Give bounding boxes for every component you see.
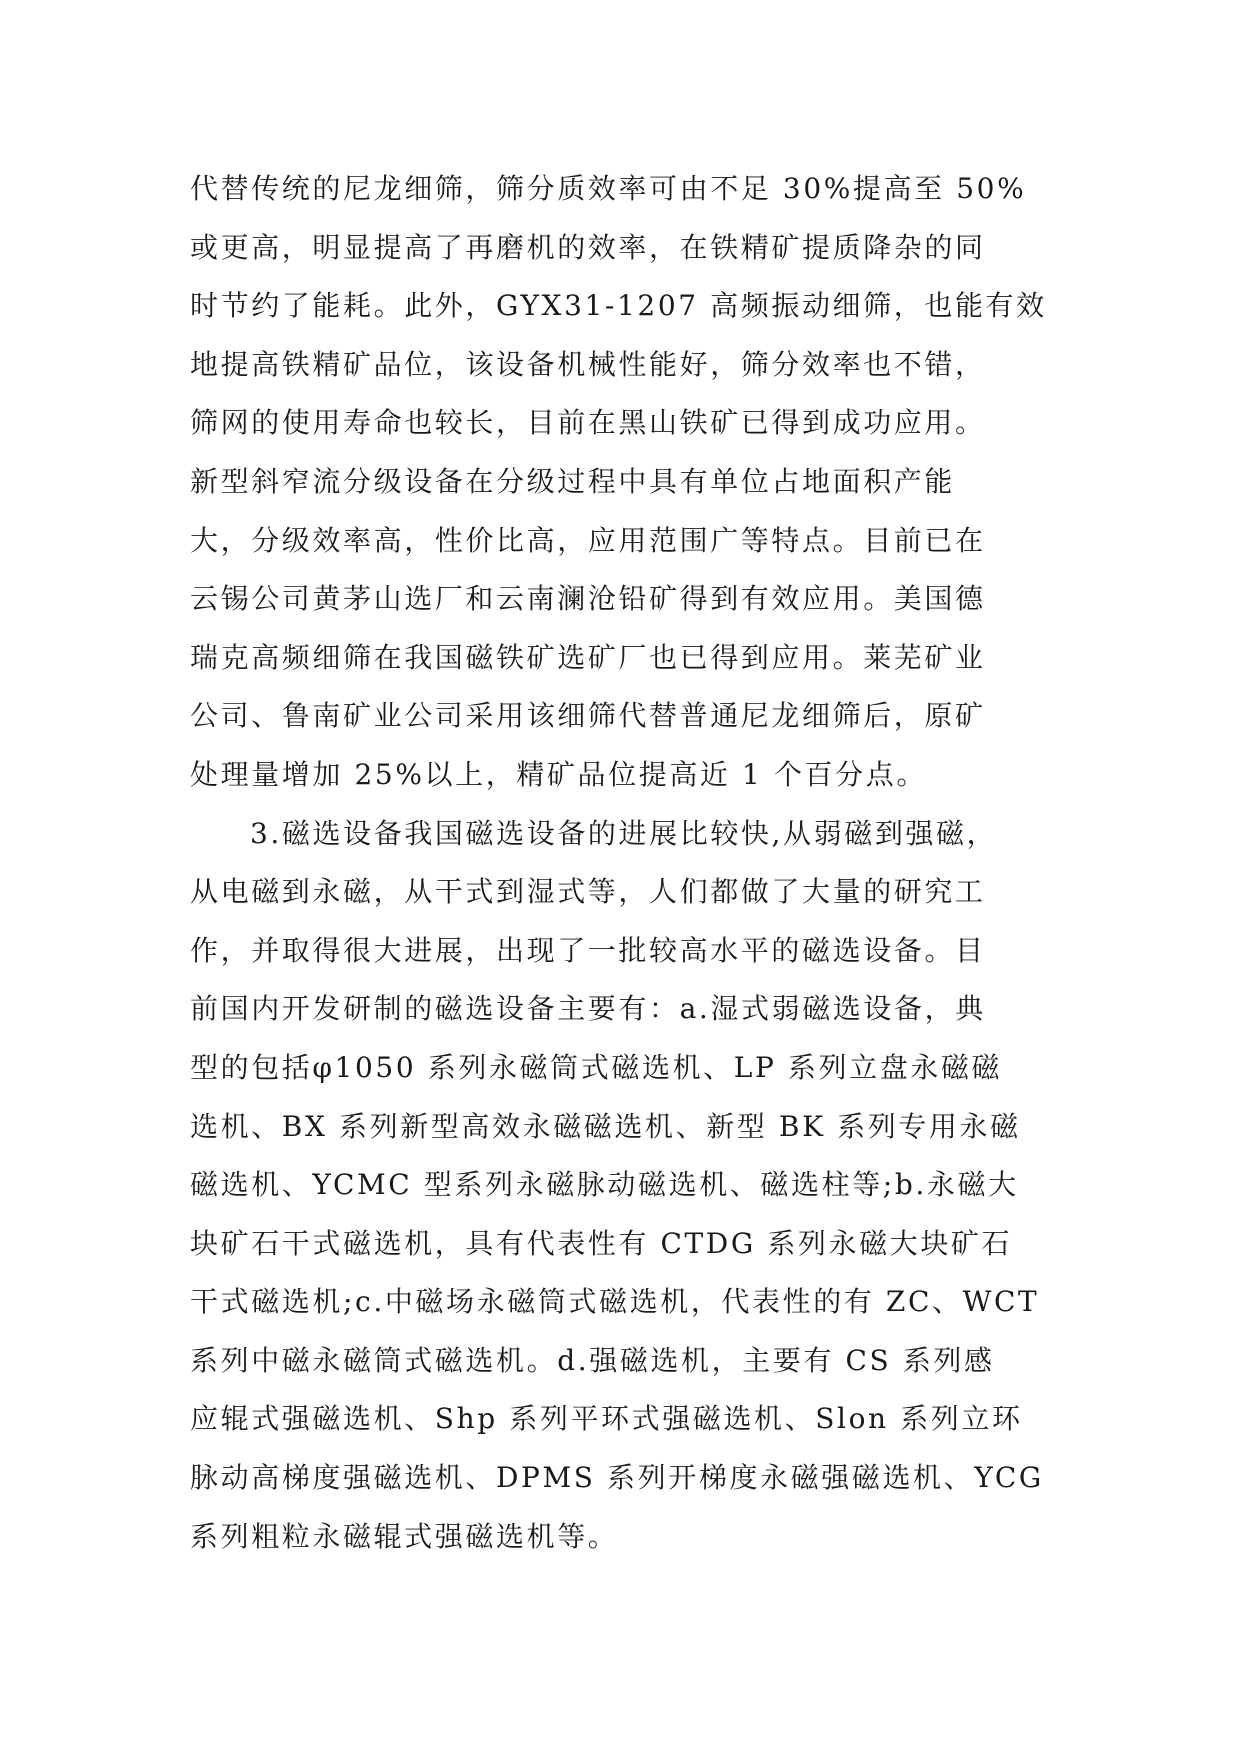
text-line: 型的包括φ1050 系列永磁筒式磁选机、LP 系列立盘永磁磁: [190, 1050, 1003, 1084]
text-line: 干式磁选机;c.中磁场永磁筒式磁选机，代表性的有 ZC、WCT: [190, 1285, 1040, 1319]
text-line: 代替传统的尼龙细筛，筛分质效率可由不足 30%提高至 50%: [190, 172, 1027, 205]
text-line-indented: 3.磁选设备我国磁选设备的进展比较快,从弱磁到强磁，: [250, 816, 998, 850]
text-line: 作，并取得很大进展，出现了一批较高水平的磁选设备。目: [190, 933, 986, 967]
text-line: 从电磁到永磁，从干式到湿式等，人们都做了大量的研究工: [190, 875, 986, 909]
text-line: 新型斜窄流分级设备在分级过程中具有单位占地面积产能: [190, 464, 956, 498]
text-line: 处理量增加 25%以上，精矿品位提高近 1 个百分点。: [190, 757, 927, 791]
text-line: 磁选机、YCMC 型系列永磁脉动磁选机、磁选柱等;b.永磁大: [190, 1168, 1019, 1202]
text-line: 块矿石干式磁选机，具有代表性有 CTDG 系列永磁大块矿石: [190, 1226, 1013, 1260]
text-line: 选机、BX 系列新型高效永磁磁选机、新型 BK 系列专用永磁: [190, 1109, 1021, 1143]
text-line: 公司、鲁南矿业公司采用该细筛代替普通尼龙细筛后，原矿: [190, 699, 986, 733]
text-line: 系列粗粒永磁辊式强磁选机等。: [190, 1519, 619, 1553]
text-line: 脉动高梯度强磁选机、DPMS 系列开梯度永磁强磁选机、YCG: [190, 1461, 1044, 1495]
text-line: 系列中磁永磁筒式磁选机。d.强磁选机，主要有 CS 系列感: [190, 1343, 995, 1377]
text-line: 时节约了能耗。此外，GYX31-1207 高频振动细筛，也能有效: [190, 289, 1047, 323]
text-line: 筛网的使用寿命也较长，目前在黑山铁矿已得到成功应用。: [190, 406, 986, 440]
text-line: 地提高铁精矿品位，该设备机械性能好，筛分效率也不错，: [190, 347, 986, 381]
text-line: 瑞克高频细筛在我国磁铁矿选矿厂也已得到应用。莱芜矿业: [190, 640, 986, 674]
paragraph-magnetic-separation: [190, 805, 1050, 1567]
body-text: [190, 160, 1050, 1566]
text-line: 前国内开发研制的磁选设备主要有：a.湿式弱磁选设备，典: [190, 992, 986, 1026]
paragraph-screening-equipment: [190, 160, 1050, 805]
text-line: 或更高，明显提高了再磨机的效率，在铁精矿提质降杂的同: [190, 230, 986, 264]
text-line: 大，分级效率高，性价比高，应用范围广等特点。目前已在: [190, 523, 986, 557]
text-line: 云锡公司黄茅山选厂和云南澜沧铅矿得到有效应用。美国德: [190, 582, 986, 616]
text-line: 应辊式强磁选机、Shp 系列平环式强磁选机、Slon 系列立环: [190, 1402, 1023, 1436]
